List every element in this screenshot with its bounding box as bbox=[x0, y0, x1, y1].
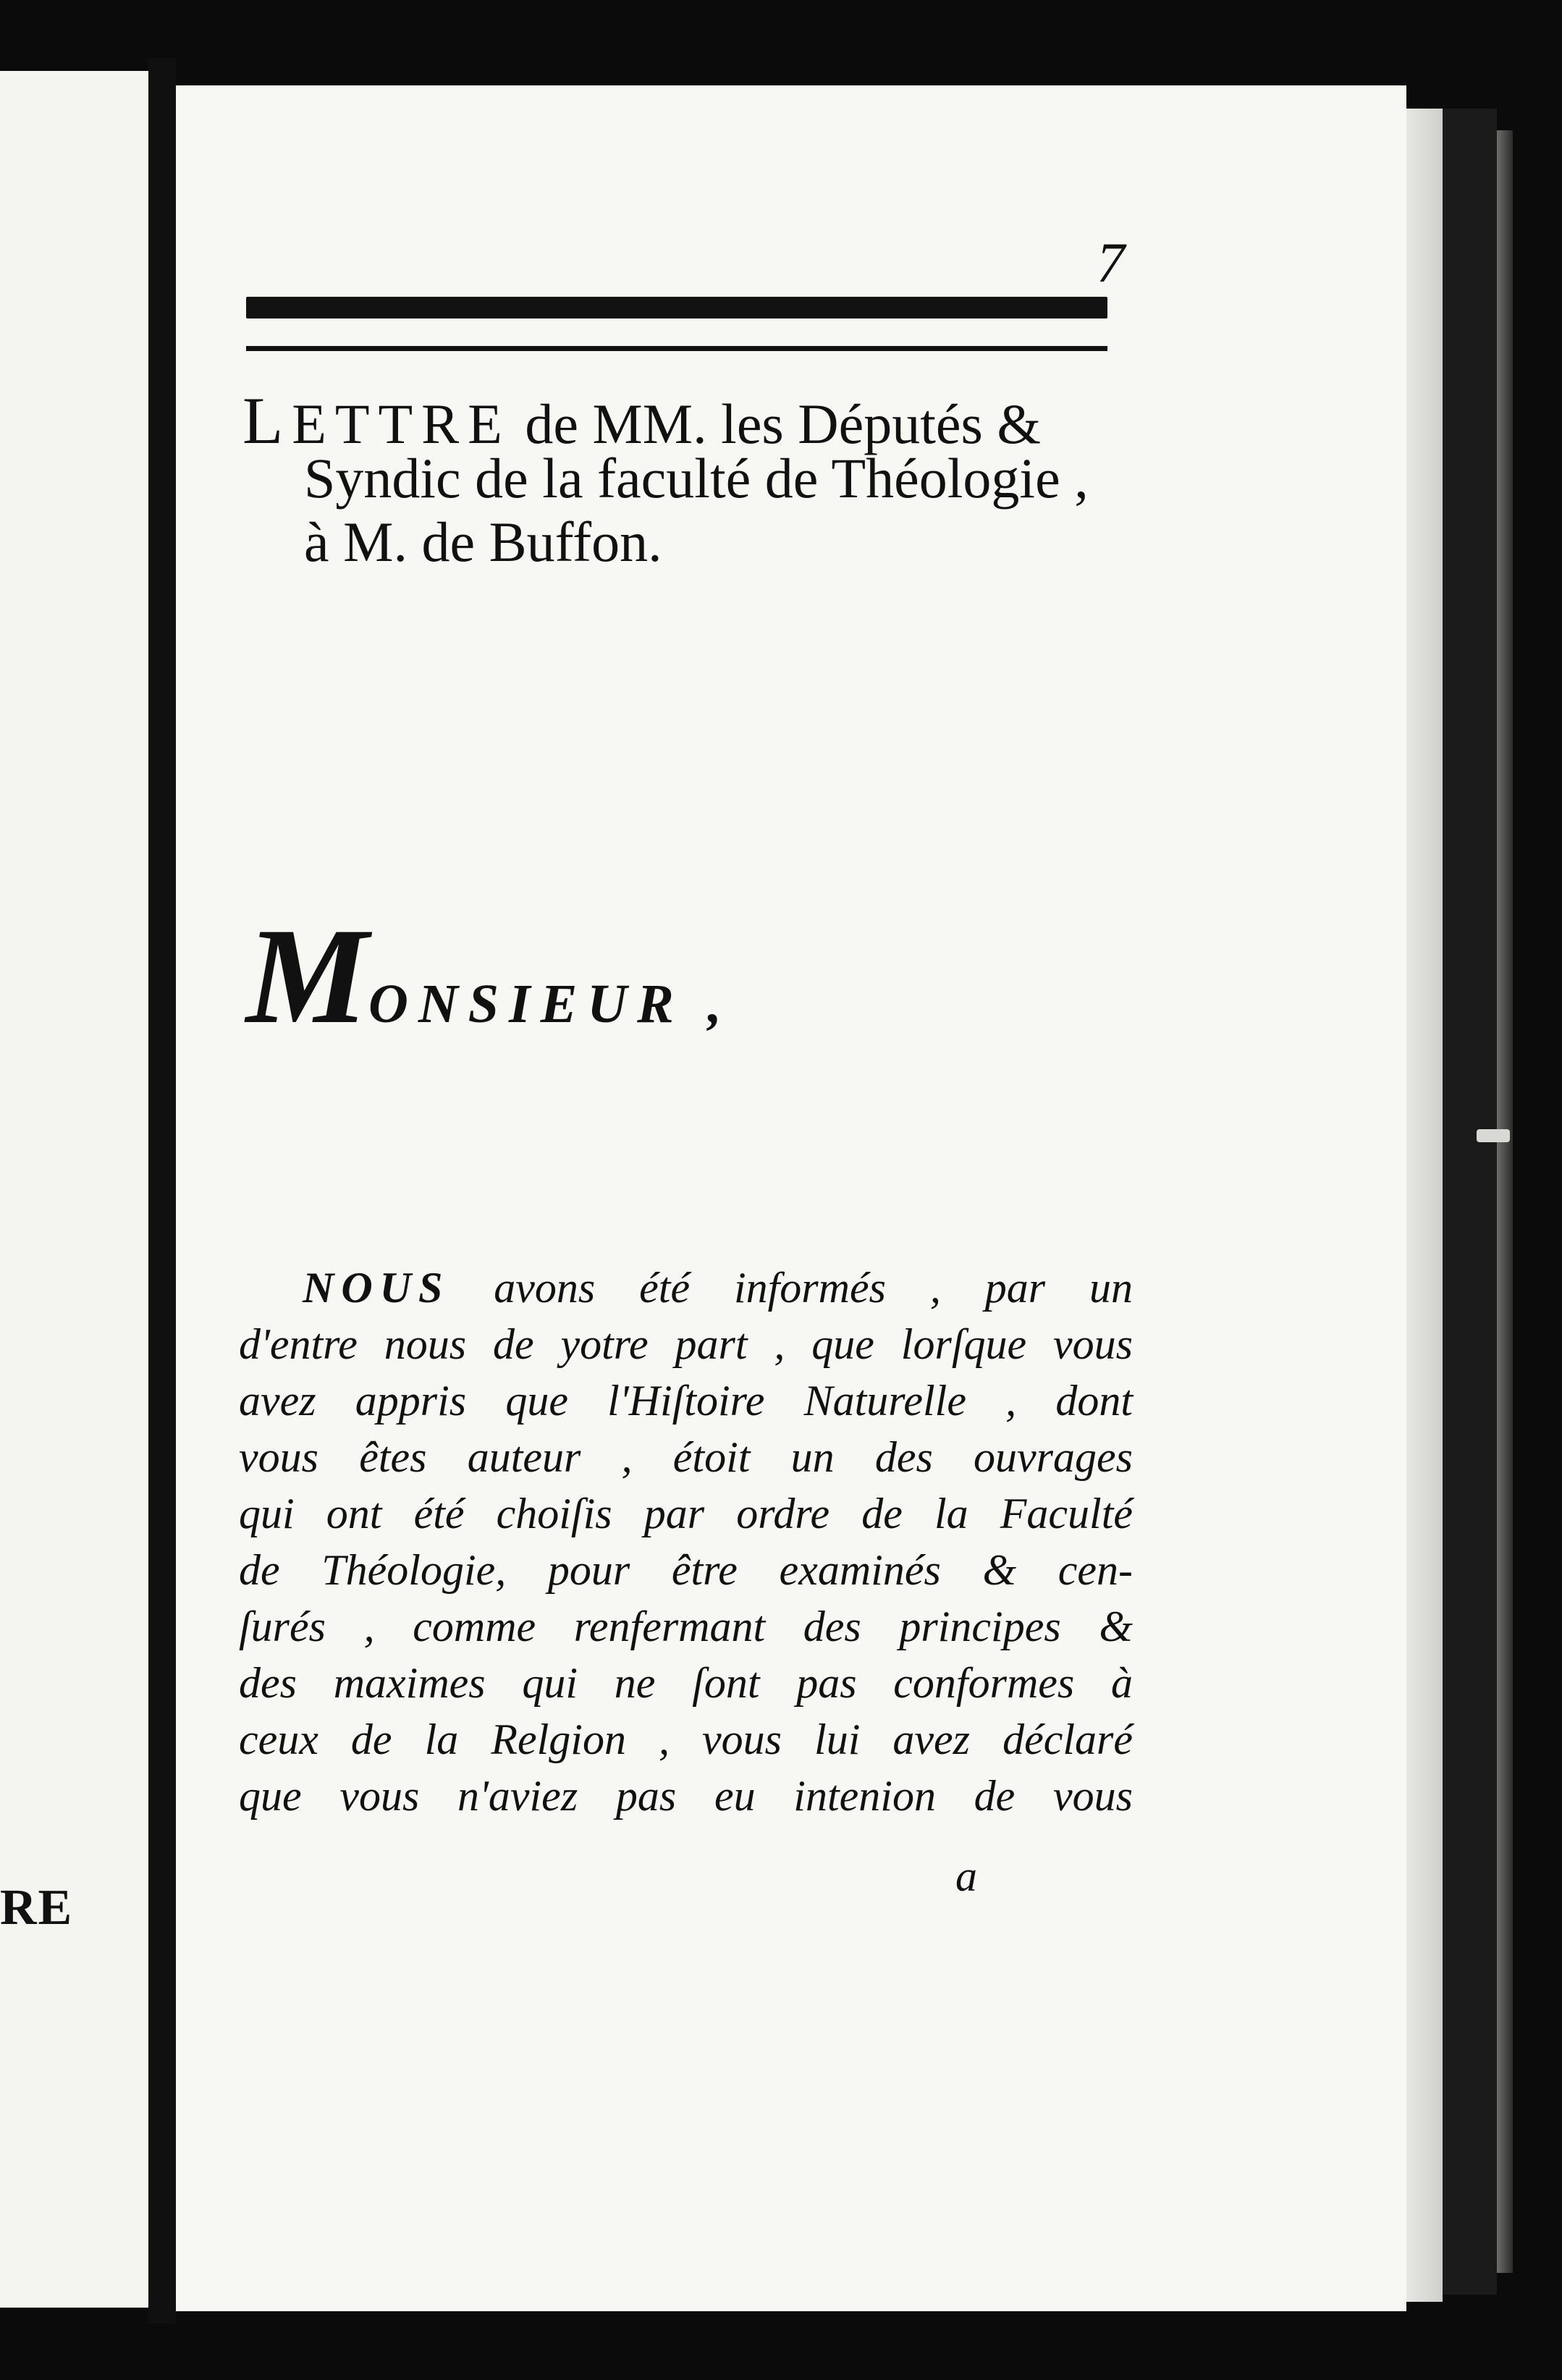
body-line-8: des maximes qui ne ſont pas conformes à bbox=[239, 1659, 1133, 1707]
page-edge bbox=[1406, 109, 1443, 2302]
salutation-initial: M bbox=[246, 900, 368, 1052]
letter-heading-line-1 bbox=[242, 384, 1154, 457]
letter-heading-line-2: Syndic de la faculté de Théologie , bbox=[304, 447, 1089, 510]
heading-line-1-rest: de MM. les Députés & bbox=[525, 392, 1042, 455]
book-spine-strip bbox=[1497, 130, 1513, 2273]
body-line-7: ſurés , comme renfermant des principes & bbox=[239, 1603, 1133, 1650]
body-first-word: NOUS bbox=[303, 1264, 450, 1312]
ornamental-rule-thin bbox=[246, 346, 1107, 351]
heading-smallcaps: ETTRE bbox=[292, 392, 511, 455]
edge-mark bbox=[1477, 1129, 1510, 1142]
ornamental-rule-thick bbox=[246, 297, 1107, 318]
body-line-5: qui ont été choiſis par ordre de la Faculté bbox=[239, 1490, 1133, 1537]
book-gutter bbox=[148, 58, 176, 2324]
body-line-2: d'entre nous de yotre part , que lorſque vous bbox=[239, 1320, 1133, 1368]
left-page-word: RE bbox=[0, 1880, 74, 1936]
body-line-4: vous êtes auteur , étoit un des ouvrages bbox=[239, 1433, 1133, 1481]
body-line-10: que vous n'aviez pas eu intenion de vous bbox=[239, 1772, 1133, 1820]
body-line-3: avez appris que l'Hiſtoire Naturelle , dont bbox=[239, 1377, 1133, 1425]
body-line-1-text: avons été informés , par un bbox=[494, 1264, 1133, 1312]
letter-body bbox=[239, 1259, 1133, 1824]
left-page-fragment bbox=[0, 71, 153, 2308]
salutation-rest: ONSIEUR , bbox=[368, 974, 732, 1034]
letter-heading-line-3: à M. de Buffon. bbox=[304, 510, 662, 573]
salutation bbox=[246, 898, 732, 1055]
body-line-9: ceux de la Relgion , vous lui avez déclaré bbox=[239, 1716, 1133, 1763]
book-cover-edge bbox=[1443, 109, 1497, 2295]
body-line-6: de Théologie, pour être examinés & cen- bbox=[239, 1546, 1133, 1594]
page-number: 7 bbox=[1097, 231, 1125, 294]
body-line-1 bbox=[239, 1259, 1133, 1316]
catchword: a bbox=[955, 1852, 977, 1900]
heading-initial: L bbox=[242, 384, 292, 457]
